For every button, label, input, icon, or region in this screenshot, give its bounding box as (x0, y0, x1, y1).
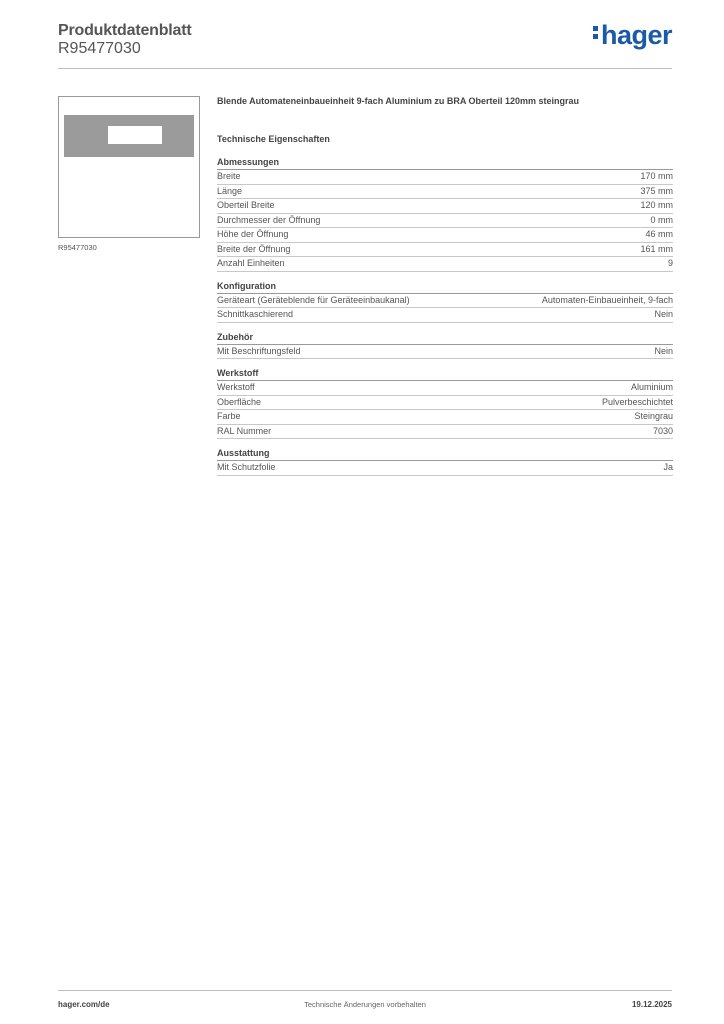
spec-row (217, 199, 673, 214)
spec-row (217, 257, 673, 272)
spec-value: 46 mm (645, 229, 673, 239)
spec-groups (217, 156, 673, 476)
spec-group (217, 331, 673, 360)
spec-label: Höhe der Öffnung (217, 229, 289, 239)
spec-row (217, 243, 673, 258)
spec-label: Werkstoff (217, 382, 255, 392)
spec-group (217, 156, 673, 272)
spec-group-title: Zubehör (217, 331, 673, 345)
spec-label: Durchmesser der Öffnung (217, 214, 321, 225)
spec-label: Breite der Öffnung (217, 243, 291, 254)
spec-value: Steingrau (634, 411, 673, 421)
spec-row (217, 345, 673, 360)
spec-row (217, 410, 673, 425)
hager-logo (593, 20, 672, 51)
page-footer (58, 990, 672, 1015)
spec-value: 120 mm (640, 200, 673, 210)
spec-row (217, 381, 673, 396)
spec-label: Breite (217, 171, 241, 181)
spec-label: Mit Beschriftungsfeld (217, 345, 301, 356)
spec-group (217, 367, 673, 439)
footer-disclaimer: Technische Änderungen vorbehalten (304, 1000, 426, 1009)
spec-row (217, 185, 673, 200)
spec-value: Nein (654, 345, 673, 356)
spec-label: Anzahl Einheiten (217, 258, 285, 268)
cover-plate-graphic (64, 115, 194, 157)
spec-group-title: Abmessungen (217, 156, 673, 170)
product-image (58, 96, 200, 238)
spec-row (217, 461, 673, 476)
spec-label: Oberteil Breite (217, 200, 275, 210)
spec-value: Automaten-Einbaueinheit, 9-fach (541, 294, 673, 305)
spec-row (217, 396, 673, 411)
spec-value: 170 mm (640, 171, 673, 181)
section-title: Technische Eigenschaften (217, 134, 330, 144)
spec-group-title: Ausstattung (217, 447, 673, 461)
footer-date: 19.12.2025 (631, 1000, 672, 1009)
spec-label: Geräteart (Geräteblende für Geräteeinbaukanal) (217, 294, 410, 305)
spec-value: 9 (667, 258, 673, 268)
spec-row (217, 214, 673, 229)
spec-group-title: Werkstoff (217, 367, 673, 381)
spec-label: Schnittkaschierend (217, 309, 294, 319)
page-header (58, 20, 672, 69)
spec-row (217, 294, 673, 309)
spec-row (217, 308, 673, 323)
spec-value: Ja (663, 462, 673, 472)
spec-label: RAL Nummer (217, 425, 272, 436)
spec-label: Farbe (217, 411, 241, 421)
spec-row (217, 425, 673, 440)
spec-value: 375 mm (640, 185, 673, 196)
spec-row (217, 170, 673, 185)
spec-value: Pulverbeschichtet (601, 396, 673, 407)
spec-value: 161 mm (640, 243, 673, 254)
cover-plate-opening (108, 126, 162, 144)
product-code: R95477030 (58, 40, 141, 57)
spec-group (217, 447, 673, 476)
spec-label: Länge (217, 185, 243, 196)
logo-dots-icon (593, 23, 599, 42)
spec-value: Aluminium (630, 382, 673, 392)
document-title: Produktdatenblatt (58, 22, 192, 39)
spec-row (217, 228, 673, 243)
spec-label: Oberfläche (217, 396, 262, 407)
product-details (217, 96, 673, 484)
spec-value: 0 mm (650, 214, 673, 225)
logo-text: hager (600, 20, 672, 50)
product-title: Blende Automateneinbaueinheit 9-fach Aluminium zu BRA Oberteil 120mm steingrau (217, 96, 580, 106)
spec-value: Nein (654, 309, 673, 319)
spec-label: Mit Schutzfolie (217, 462, 276, 472)
spec-group (217, 280, 673, 323)
footer-website-link[interactable]: hager.com/de (58, 1000, 110, 1009)
spec-group-title: Konfiguration (217, 280, 673, 294)
image-caption: R95477030 (58, 243, 97, 252)
spec-value: 7030 (652, 425, 673, 436)
